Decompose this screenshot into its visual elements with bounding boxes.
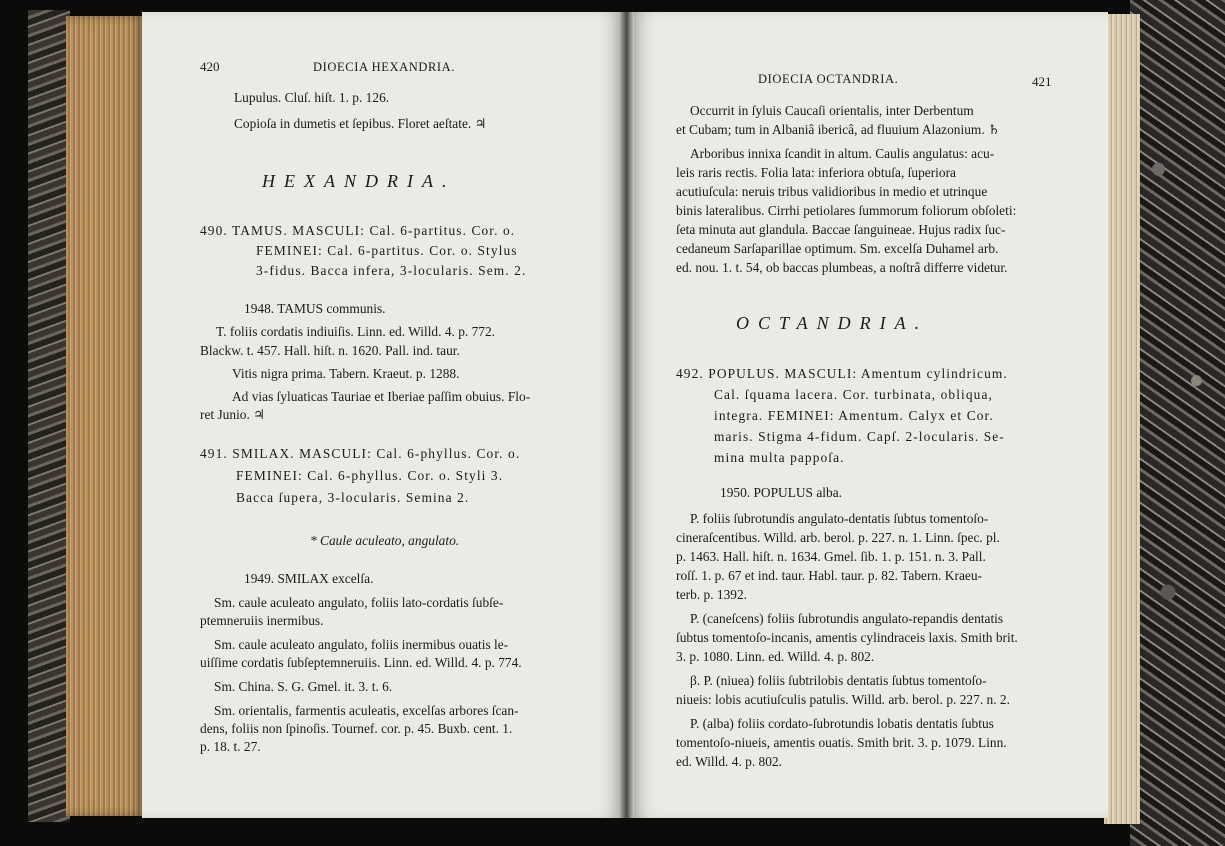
species-heading: 1948. TAMUS communis.: [244, 301, 386, 316]
text-line: leis raris rectis. Folia lata: inferiora obtuſa, ſuperiora: [676, 165, 956, 180]
text-line: uiſſime cordatis ſubſeptemneruiis. Linn. ed. Willd. 4. p. 774.: [200, 655, 522, 670]
species-heading: 1950. POPULUS alba.: [720, 485, 843, 500]
subsection-heading: * Caule aculeato, angulato.: [310, 533, 460, 548]
text-line: ſeta minuta aut glandula. Baccae ſanguineae. Hujus radix ſuc-: [676, 222, 1006, 237]
book-gutter: [618, 12, 634, 818]
species-heading: 1949. SMILAX excelſa.: [244, 571, 374, 586]
text-line: p. 1463. Hall. hiſt. n. 1634. Gmel. ſib. 1. p. 151. n. 3. Pall.: [676, 549, 986, 564]
text-line: ptemneruiis inermibus.: [200, 613, 324, 628]
text-line: Ad vias ſyluaticas Tauriae et Iberiae paſſim obuius. Flo-: [232, 389, 531, 404]
running-head-left: DIOECIA HEXANDRIA.: [313, 60, 456, 74]
text-line: ſubtus tomentoſo-incanis, amentis cylindraceis laxis. Smith brit.: [676, 630, 1018, 645]
text-line: 3. p. 1080. Linn. ed. Willd. 4. p. 802.: [676, 649, 875, 664]
text-line: T. foliis cordatis indiuiſis. Linn. ed. Willd. 4. p. 772.: [216, 324, 496, 339]
genus-entry-smilax: 491. SMILAX. MASCULI: Cal. 6-phyllus. Cor. o.: [200, 446, 521, 461]
text-line: dens, foliis non ſpinoſis. Tournef. cor. p. 45. Buxb. cent. 1.: [200, 721, 513, 736]
text-line: roſſ. 1. p. 67 et ind. taur. Habl. taur. p. 82. Tabern. Kraeu-: [676, 568, 982, 583]
page-block-edge-right: [1104, 14, 1140, 824]
text-line: acutiuſcula: neruis tribus validioribus in medio et utrinque: [676, 184, 988, 199]
text-line: niueis: lobis acutiuſculis patulis. Willd. arb. berol. p. 227. n. 2.: [676, 692, 1010, 707]
text-line: Sm. caule aculeato angulato, foliis lato-cordatis ſubſe-: [214, 595, 504, 610]
text-line: Bacca ſupera, 3-locularis. Semina 2.: [236, 490, 470, 505]
text-line: tomentoſo-niueis, amentis ouatis. Smith brit. 3. p. 1079. Linn.: [676, 735, 1007, 750]
text-line: maris. Stigma 4-fidum. Capſ. 2-locularis. Se-: [714, 429, 1005, 444]
text-line: Copioſa in dumetis et ſepibus. Floret aeſtate. ♃: [234, 116, 487, 131]
genus-entry-populus: 492. POPULUS. MASCULI: Amentum cylindricum.: [676, 366, 1008, 381]
text-line: Sm. orientalis, farmentis aculeatis, excelſas arbores ſcan-: [214, 703, 519, 718]
text-line: Vitis nigra prima. Tabern. Kraeut. p. 1288.: [232, 366, 460, 381]
marbled-cover: [1130, 0, 1225, 846]
book-spine: [28, 10, 70, 822]
text-line: ed. nou. 1. t. 54, ob baccas plumbeas, a noſtrâ differre videtur.: [676, 260, 1008, 275]
text-line: binis lateralibus. Cirrhi petiolares ſummorum foliorum obſoleti:: [676, 203, 1017, 218]
page-block-edge-left: [66, 16, 144, 816]
text-line: Cal. ſquama lacera. Cor. turbinata, obliqua,: [714, 387, 993, 402]
text-line: β. P. (niuea) foliis ſubtrilobis dentatis ſubtus tomentoſo-: [690, 673, 987, 688]
text-line: ed. Willd. 4. p. 802.: [676, 754, 782, 769]
text-line: Sm. China. S. G. Gmel. it. 3. t. 6.: [214, 679, 393, 694]
text-line: p. 18. t. 27.: [200, 739, 261, 754]
text-line: terb. p. 1392.: [676, 587, 748, 602]
text-line: cedaneum Sarſaparillae optimum. Sm. excelſa Duhamel arb.: [676, 241, 999, 256]
text-line: Blackw. t. 457. Hall. hiſt. n. 1620. Pall. ind. taur.: [200, 343, 460, 358]
text-line: cineraſcentibus. Willd. arb. berol. p. 227. n. 1. Linn. ſpec. pl.: [676, 530, 1000, 545]
text-line: Occurrit in ſyluis Caucaſi orientalis, inter Derbentum: [690, 103, 974, 118]
text-line: et Cubam; tum in Albaniâ ibericâ, ad fluuium Alazonium. ♄: [676, 122, 1001, 137]
text-line: P. (caneſcens) foliis ſubrotundis angulato-repandis dentatis: [690, 611, 1004, 626]
text-line: integra. FEMINEI: Amentum. Calyx et Cor.: [714, 408, 994, 423]
page-number-right: 421: [1032, 74, 1052, 89]
text-line: P. (alba) foliis cordato-ſubrotundis lobatis dentatis ſubtus: [690, 716, 994, 731]
text-line: ret Junio. ♃: [200, 407, 266, 422]
section-heading-hexandria: HEXANDRIA.: [262, 171, 456, 191]
running-head-right: DIOECIA OCTANDRIA.: [758, 72, 899, 86]
text-line: Sm. caule aculeato angulato, foliis inermibus ouatis le-: [214, 637, 509, 652]
text-line: Arboribus innixa ſcandit in altum. Caulis angulatus: acu-: [690, 146, 995, 161]
text-line: P. foliis ſubrotundis angulato-dentatis ſubtus tomentoſo-: [690, 511, 989, 526]
text-line: 3-fidus. Bacca infera, 3-locularis. Sem. 2.: [256, 263, 527, 278]
genus-entry-tamus: 490. TAMUS. MASCULI: Cal. 6-partitus. Cor. o.: [200, 223, 516, 238]
text-line: mina multa pappoſa.: [714, 450, 845, 465]
section-heading-octandria: OCTANDRIA.: [736, 313, 929, 333]
page-number-left: 420: [200, 59, 220, 74]
text-line: Lupulus. Cluſ. hiſt. 1. p. 126.: [234, 90, 390, 105]
text-line: FEMINEI: Cal. 6-phyllus. Cor. o. Styli 3.: [236, 468, 504, 483]
text-line: FEMINEI: Cal. 6-partitus. Cor. o. Stylus: [256, 243, 518, 258]
